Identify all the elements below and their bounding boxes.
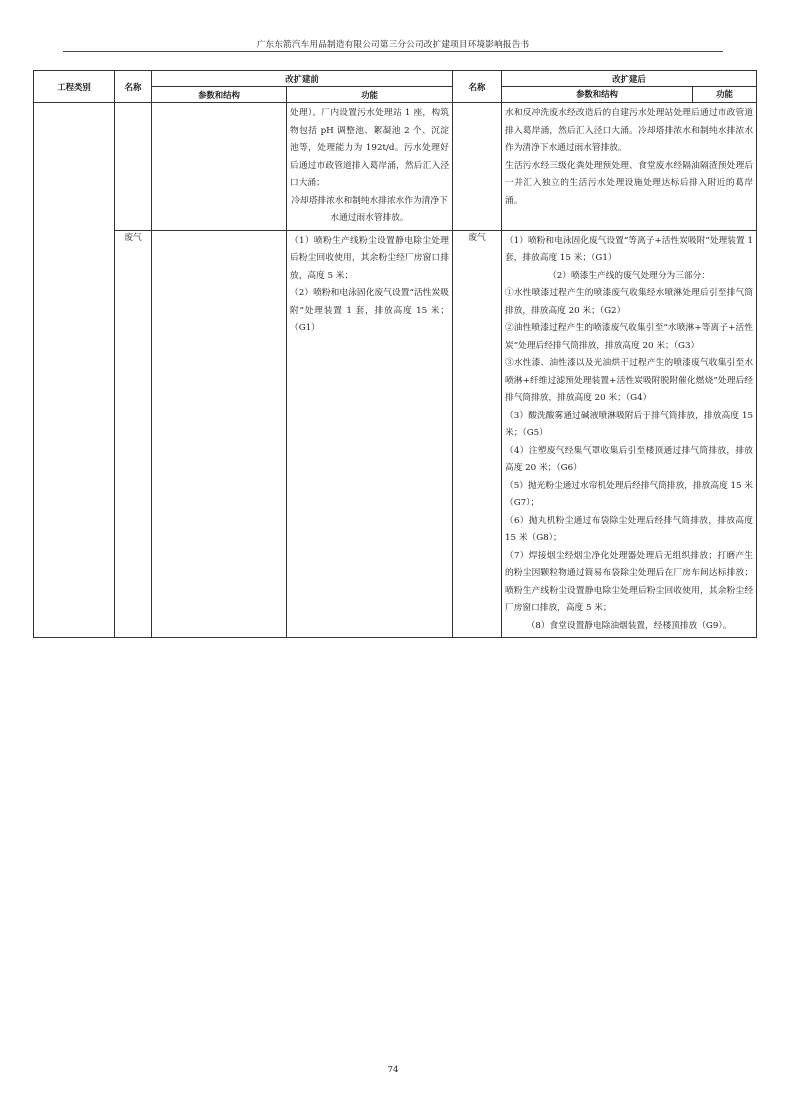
function-after-cell-exhaust [502, 230, 757, 638]
after-exhaust-text-8: （5）抛光粉尘通过水帘机处理后经排气筒排放，排放高度 15 米（G7）； [505, 480, 753, 508]
before-name-exhaust: 废气 [124, 232, 142, 243]
after-exhaust-text-9: （6）抛丸机粉尘通过布袋除尘处理后经排气筒排放，排放高度 15 米（G8）； [505, 515, 753, 543]
header-function-after: 功能 [716, 89, 733, 99]
after-exhaust-text-2: （2）喷漆生产线的废气处理分为三部分： [548, 270, 710, 281]
page-number: 74 [387, 1065, 399, 1075]
name-before-cell-exhaust [115, 230, 152, 638]
before-exhaust-text-1: （1）喷粉生产线粉尘设置静电除尘处理后粉尘回收使用，其余粉尘经厂房窗口排放，高度 5 米； [290, 235, 449, 281]
after-exhaust-text-5: ③水性漆、油性漆以及光油烘干过程产生的喷漆废气收集引至水喷淋+纤维过滤预处理装置+活性炭吸附脱附催化燃烧”处理后经排气筒排放，排放高度 20 米；（G4） [505, 358, 753, 403]
params-before-cell [152, 103, 287, 231]
after-exhaust-text-3: ①水性喷漆过程产生的喷漆废气收集经水喷淋处理后引至排气筒排放，排放高度 20 米；（G2） [505, 288, 753, 316]
category-cell [34, 103, 115, 638]
params-before-cell-exhaust [152, 230, 287, 638]
before-exhaust-text-2: （2）喷粉和电泳固化废气设置“活性炭吸附”处理装置 1 套，排放高度 15 米；（G1） [290, 288, 449, 333]
header-params-after: 参数和结构 [502, 87, 693, 102]
header-group-after: 改扩建后 [502, 71, 757, 87]
name-after-cell-exhaust [453, 230, 502, 638]
header-function-before: 功能 [287, 87, 453, 103]
before-function-text-1: 处理）。厂内设置污水处理站 1 座，构筑物包括 pH 调整池、絮凝池 2 个、沉淀池等，处理能力为 192t/d。污水处理好后通过市政管道排入葛岸涌，然后汇入泾口大涌； [290, 108, 449, 188]
header-split-after [502, 87, 757, 103]
header-params-before: 参数和结构 [152, 87, 287, 103]
name-before-cell [115, 103, 152, 231]
after-exhaust-text-6: （3）酸洗酸雾通过碱液喷淋吸附后于排气筒排放，排放高度 15 米；（G5） [505, 410, 753, 438]
table-row-wastewater [34, 103, 757, 231]
after-exhaust-text-4: ②油性喷漆过程产生的喷漆废气收集引至“水喷淋+等离子+活性炭”处理后经排气筒排放，排放高度 20 米；（G3） [505, 323, 753, 351]
after-exhaust-text-11: （8）食堂设置静电除油烟装置，经楼顶排放（G9）。 [526, 620, 732, 631]
table-row-exhaust [34, 230, 757, 638]
table-header-row-1 [34, 71, 757, 87]
after-exhaust-text-7: （4）注塑废气经集气罩收集后引至楼顶通过排气筒排放，排放高度 20 米；（G6） [505, 445, 753, 473]
header-rule [63, 51, 723, 52]
after-exhaust-text-10: （7）焊接烟尘经烟尘净化处理器处理后无组织排放；打磨产生的粉尘因颗粒物通过简易布袋除尘处理后在厂房车间达标排放；喷粉生产线粉尘设置静电除尘处理后粉尘回收使用，其余粉尘经厂房窗口排放，高度 5 米； [505, 550, 753, 613]
header-name-before: 名称 [115, 71, 152, 103]
after-name-exhaust: 废气 [468, 232, 486, 243]
engineering-comparison-table [33, 70, 757, 638]
header-group-before: 改扩建前 [152, 71, 453, 87]
name-after-cell [453, 103, 502, 231]
function-before-cell [287, 103, 453, 231]
header-category: 工程类别 [34, 71, 115, 103]
after-exhaust-text-1: （1）喷粉和电泳固化废气设置“等离子+活性炭吸附”处理装置 1 套，排放高度 15 米；（G1） [505, 235, 753, 263]
after-function-text-1: 水和反冲洗废水经改造后的自建污水处理站处理后通过市政管道排入葛岸涌，然后汇入泾口大涌。冷却塔排浓水和制纯水排浓水作为清净下水通过雨水管排放。 [505, 108, 753, 153]
function-before-cell-exhaust [287, 230, 453, 638]
function-after-cell [502, 103, 757, 231]
header-name-after: 名称 [453, 71, 502, 103]
before-function-text-2: 冷却塔排浓水和制纯水排浓水作为清净下水通过雨水管排放。 [291, 195, 448, 223]
running-header: 广东东箭汽车用品制造有限公司第三分公司改扩建项目环境影响报告书 [256, 40, 530, 50]
after-function-text-2: 生活污水经三级化粪处理预处理、食堂废水经隔油隔渣预处理后一并汇入独立的生活污水处理设施处理达标后排入附近的葛岸涌。 [505, 160, 753, 206]
